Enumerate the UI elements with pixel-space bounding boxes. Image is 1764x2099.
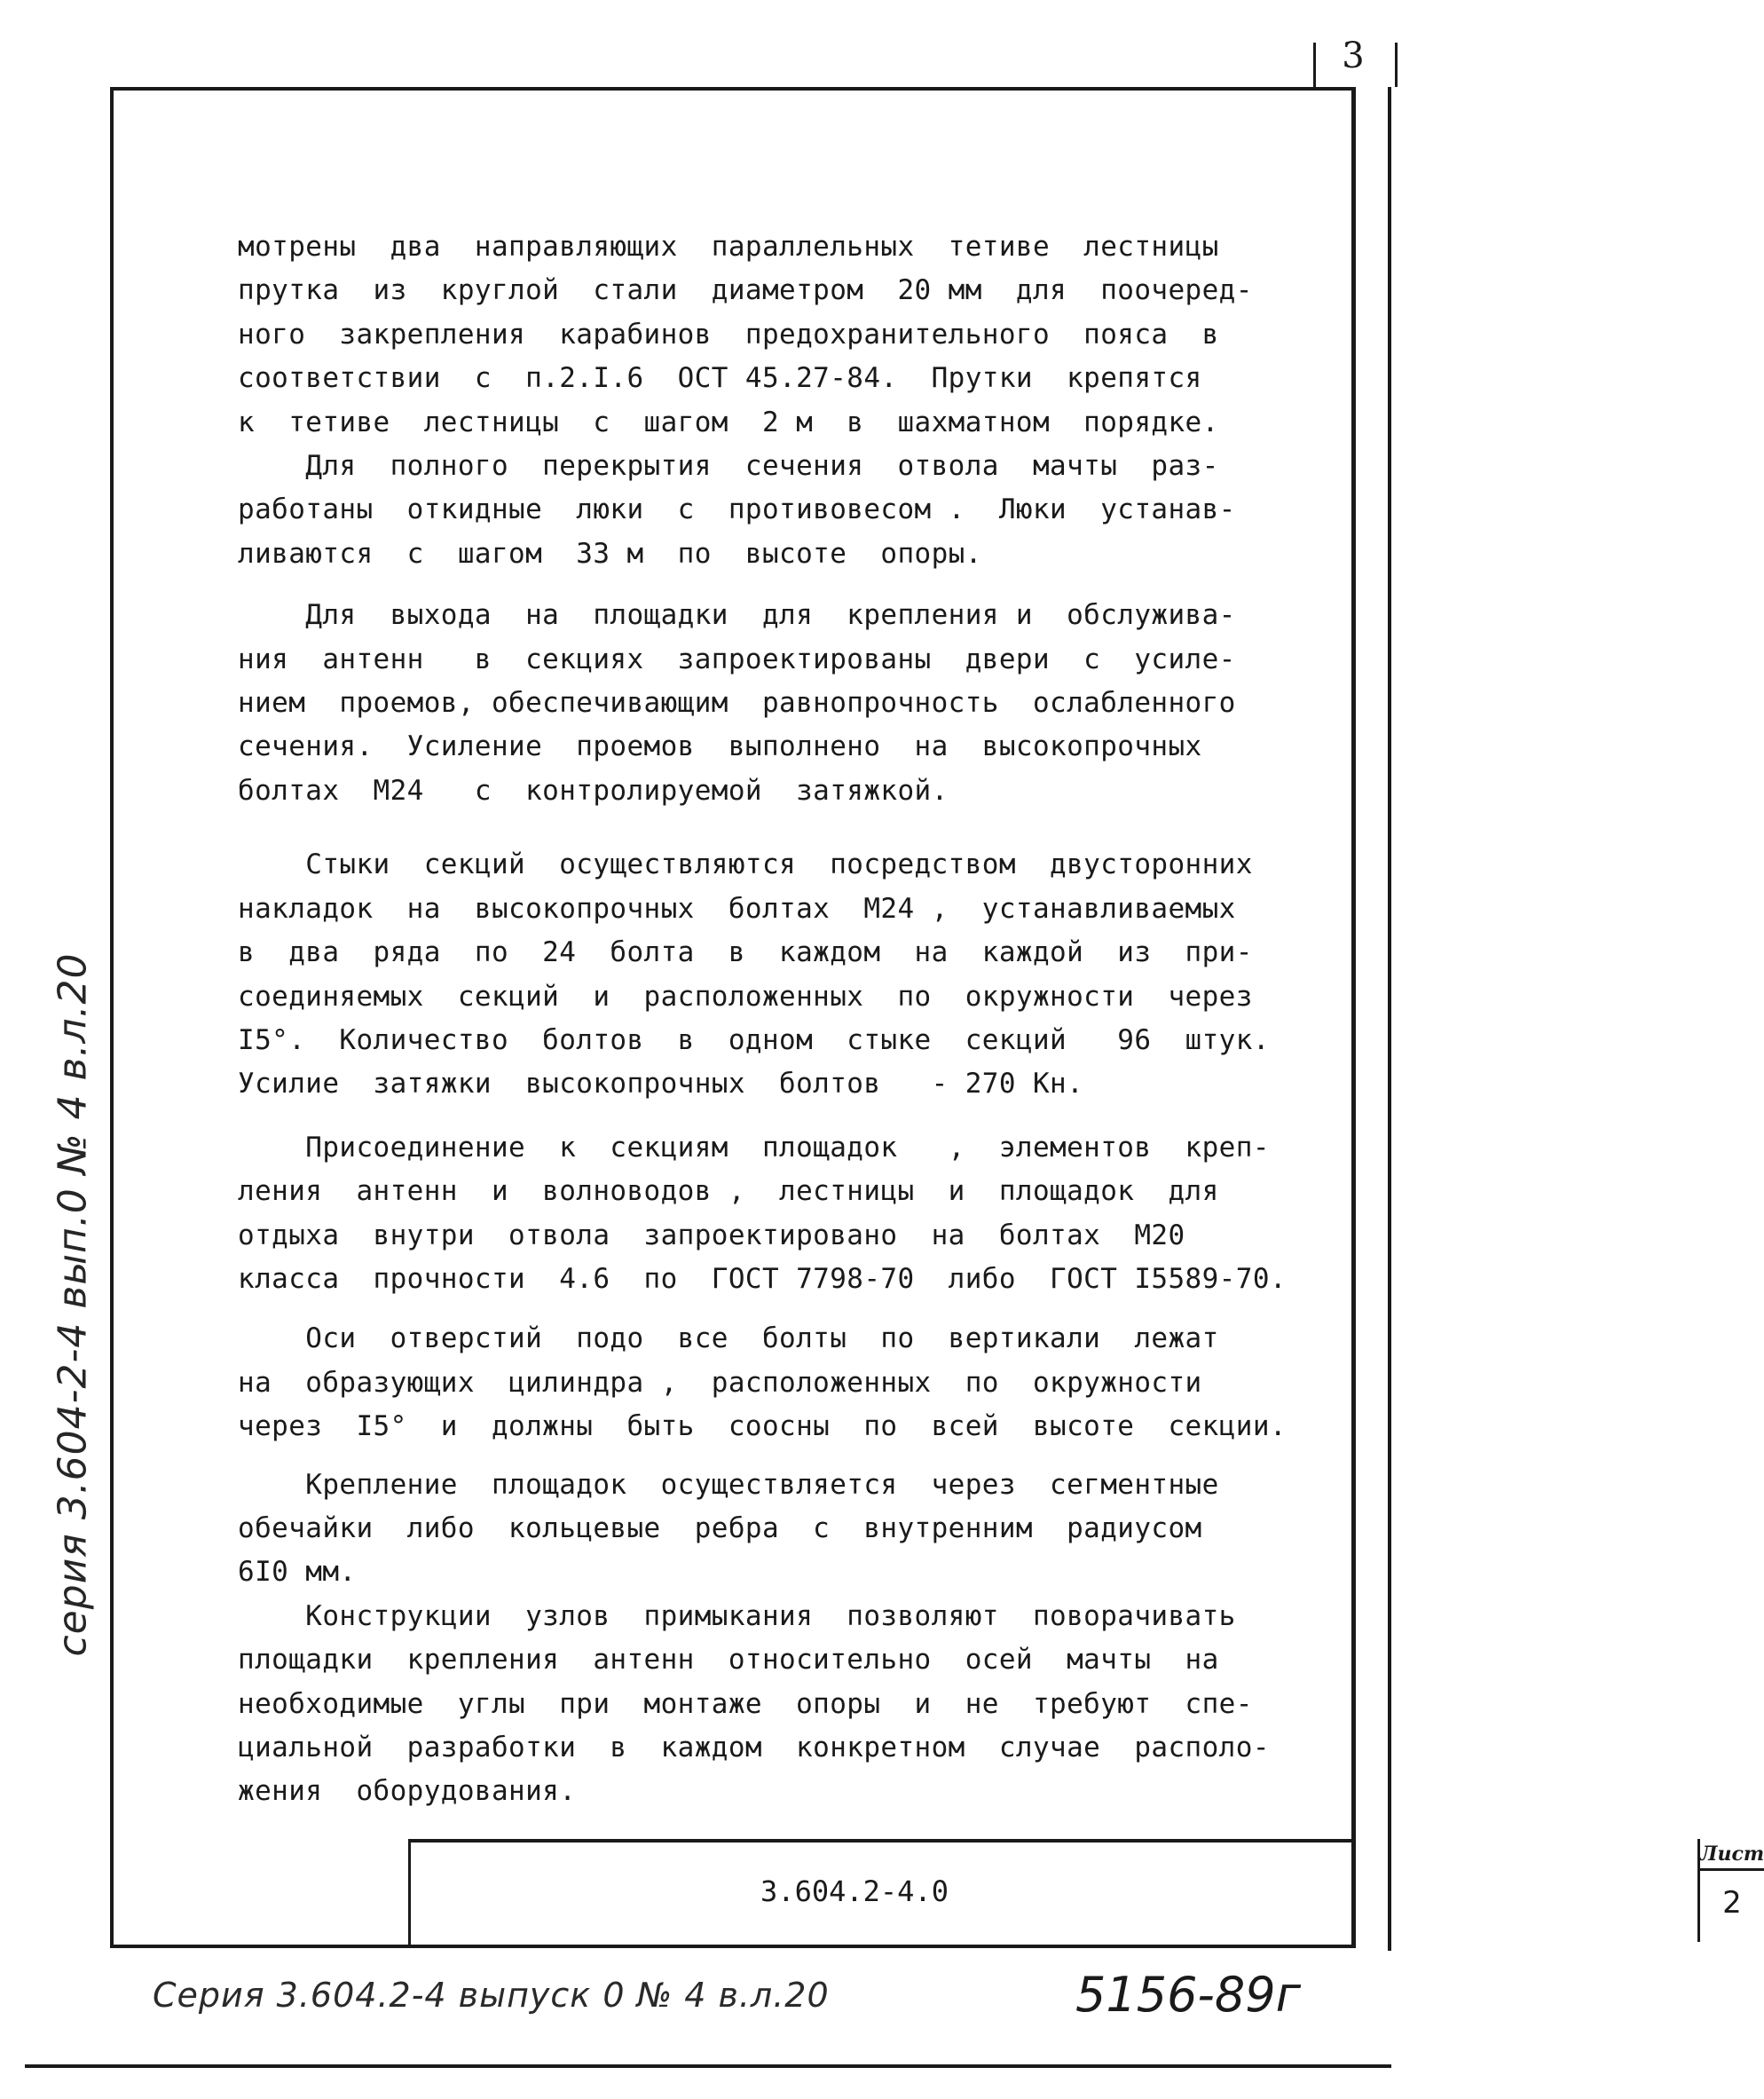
- side-note-series: серия 3.604-2-4 вып.0 № 4 в.л.20: [50, 952, 96, 1657]
- text-line: болтах М24 с контролируемой затяжкой.: [238, 774, 949, 807]
- footer-series-note: Серия 3.604.2-4 выпуск 0 № 4 в.л.20: [153, 1976, 830, 2015]
- text-line: Усилие затяжки высокопрочных болтов - 270 Кн.: [238, 1068, 1084, 1101]
- page-number: 3: [1342, 36, 1365, 76]
- text-line: обечайки либо кольцевые ребра с внутренним радиусом: [238, 1511, 1202, 1544]
- top-divider-right: [1395, 43, 1398, 87]
- document-code: 3.604.2-4.0: [760, 1874, 949, 1908]
- text-line: необходимые углы при монтаже опоры и не требуют спе-: [238, 1687, 1253, 1720]
- text-line: площадки крепления антенн относительно осей мачты на: [238, 1644, 1219, 1677]
- sheet-label: Лист: [1700, 1839, 1764, 1871]
- body-text: [238, 225, 1347, 1814]
- text-line: ния антенн в секциях запроектированы двери с усиле-: [238, 643, 1236, 675]
- outer-right-border: [1388, 87, 1391, 1951]
- text-line: на образующих цилиндра , расположенных по окружности: [238, 1366, 1202, 1399]
- text-line: нием проемов, обеспечивающим равнопрочность ослабленного: [238, 687, 1236, 720]
- text-line: прутка из круглой стали диаметром 20 мм для поочеред-: [238, 274, 1253, 307]
- text-line: накладок на высокопрочных болтах М24 , устанавливаемых: [238, 892, 1236, 925]
- text-line: Присоединение к секциям площадок , элементов креп-: [238, 1131, 1270, 1164]
- text-line: соответствии с п.2.I.6 ОСТ 45.27-84. Прутки крепятся: [238, 362, 1202, 395]
- sheet-cell: [1697, 1839, 1764, 1942]
- title-block: [408, 1839, 1764, 1945]
- text-line: сечения. Усиление проемов выполнено на высокопрочных: [238, 730, 1202, 763]
- text-line: 6I0 мм.: [238, 1556, 357, 1589]
- text-line: Для полного перекрытия сечения отвола мачты раз-: [238, 450, 1219, 483]
- text-line: к тетиве лестницы с шагом 2 м в шахматном порядке.: [238, 406, 1219, 438]
- text-line: Конструкции узлов примыкания позволяют поворачивать: [238, 1599, 1236, 1632]
- text-line: класса прочности 4.6 по ГОСТ 7798-70 либо ГОСТ I5589-70.: [238, 1262, 1287, 1295]
- footer-inventory-number: 5156-89г: [1075, 1967, 1301, 2023]
- text-line: ления антенн и волноводов , лестницы и площадок для: [238, 1175, 1219, 1208]
- text-line: Стыки секций осуществляются посредством двусторонних: [238, 848, 1253, 881]
- text-line: жения оборудования.: [238, 1775, 577, 1808]
- top-divider-left: [1313, 43, 1316, 87]
- text-line: через I5° и должны быть соосны по всей высоте секции.: [238, 1410, 1287, 1443]
- text-line: работаны откидные люки с противовесом . Люки устанав-: [238, 493, 1236, 526]
- text-line: циальной разработки в каждом конкретном случае располо-: [238, 1732, 1270, 1764]
- text-line: в два ряда по 24 болта в каждом на каждой из при-: [238, 936, 1253, 969]
- text-line: соединяемых секций и расположенных по окружности через: [238, 980, 1253, 1013]
- sheet-number: 2: [1722, 1885, 1742, 1921]
- text-line: ливаются с шагом 33 м по высоте опоры.: [238, 537, 982, 570]
- text-line: Для выхода на площадки для крепления и обслужива-: [238, 599, 1236, 632]
- text-line: Крепление площадок осуществляется через сегментные: [238, 1468, 1219, 1501]
- text-line: отдыха внутри отвола запроектировано на болтах М20: [238, 1219, 1185, 1251]
- text-line: ного закрепления карабинов предохранительного пояса в: [238, 318, 1219, 351]
- text-line: мотрены два направляющих параллельных тетиве лестницы: [238, 231, 1219, 263]
- text-line: Оси отверстий подо все болты по вертикали лежат: [238, 1322, 1219, 1355]
- text-line: I5°. Количество болтов в одном стыке секций 96 штук.: [238, 1023, 1270, 1056]
- bottom-rule: [25, 2064, 1391, 2068]
